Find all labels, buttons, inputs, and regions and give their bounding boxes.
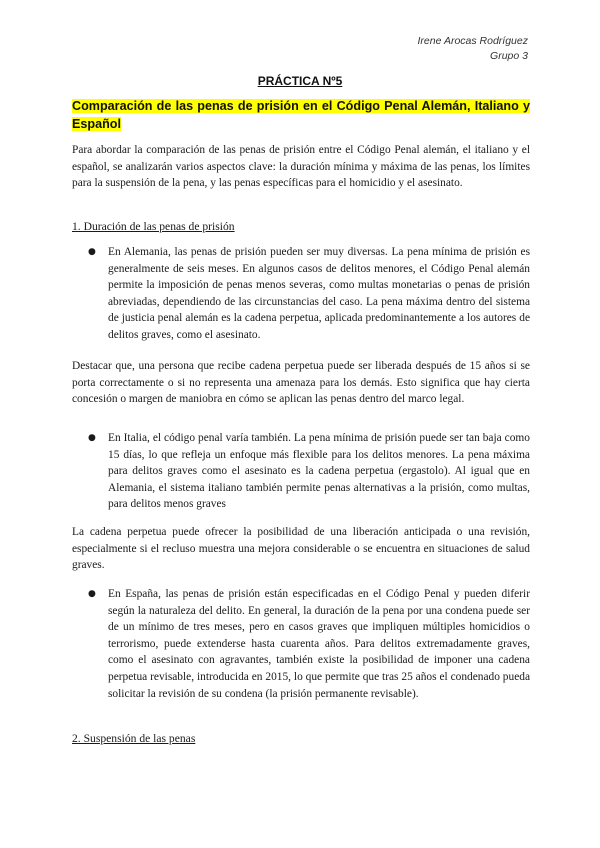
document-title: PRÁCTICA Nº5 — [257, 74, 343, 88]
bullet-dot-icon: ● — [88, 247, 96, 257]
section-2-heading: 2. Suspensión de las penas — [72, 732, 196, 745]
intro-paragraph-block — [72, 142, 530, 192]
bullet-dot-icon: ● — [88, 433, 96, 443]
section-1-heading: 1. Duración de las penas de prisión — [72, 220, 235, 233]
document-subtitle — [72, 98, 530, 133]
subtitle-highlight: Comparación de las penas de prisión en el Código Penal Alemán, Italiano y Español — [72, 99, 530, 131]
italy-text: En Italia, el código penal varía también. La pena mínima de prisión puede ser tan baja como 15 días, lo que refleja un enfoque más flexible para los delitos menores. La pena máxima para delitos graves como el asesinato es la cadena perpetua (ergastolo). Al igual que en Alemania, el sistema italiano también permite penas alternativas a la prisión, como multas, para delitos menos graves — [108, 432, 530, 511]
spain-text: En España, las penas de prisión están especificadas en el Código Penal y pueden diferir según la naturaleza del delito. En general, la duración de la pena por una condena puede ser de un mínimo de tres meses, pero en casos graves que impliquen múltiples homicidios o terrorismo, puede extenderse hasta cuarenta años. Para delitos extremadamente graves, como el asesinato con agravantes, también existe la posibilidad de imponer una cadena perpetua revisable, introducida en 2015, lo que permite que tras 25 años el condenado pueda solicitar la revisión de su condena (la prisión permanente revisable). — [108, 588, 530, 700]
germany-note: Destacar que, una persona que recibe cadena perpetua puede ser liberada después de 15 años si se porta correctamente o si no representa una amenaza para los demás. Esto significa que hay cierta concesión o margen de maniobra en cómo se aplican las penas dentro del marco legal. — [72, 360, 530, 406]
intro-paragraph: Para abordar la comparación de las penas de prisión entre el Código Penal alemán, el italiano y el español, se analizarán varios aspectos clave: la duración mínima y máxima de las penas, los límites para la suspensión de la pena, y las penas específicas para el homicidio y el asesinato. — [72, 144, 530, 190]
author-name: Irene Arocas Rodríguez — [417, 35, 528, 47]
page-header — [417, 34, 528, 64]
italy-note-block — [72, 524, 530, 574]
germany-note-block — [72, 358, 530, 408]
italy-note: La cadena perpetua puede ofrecer la posibilidad de una liberación anticipada o una revisión, especialmente si el recluso muestra una mejora considerable o se encuentra en situaciones de salud graves. — [72, 526, 530, 572]
germany-text: En Alemania, las penas de prisión pueden ser muy diversas. La pena mínima de prisión es generalmente de seis meses. En algunos casos de delitos menores, el Código Penal alemán permite la imposición de penas menos severas, como multas monetarias o penas de prisión abreviadas, dependiendo de las circunstancias del caso. La pena máxima dentro del sistema de justicia penal alemán es la cadena perpetua, aplicada predominantemente a los autores de delitos graves, como el asesinato. — [108, 246, 530, 341]
bullet-dot-icon: ● — [88, 589, 96, 599]
group-label: Grupo 3 — [490, 50, 528, 62]
